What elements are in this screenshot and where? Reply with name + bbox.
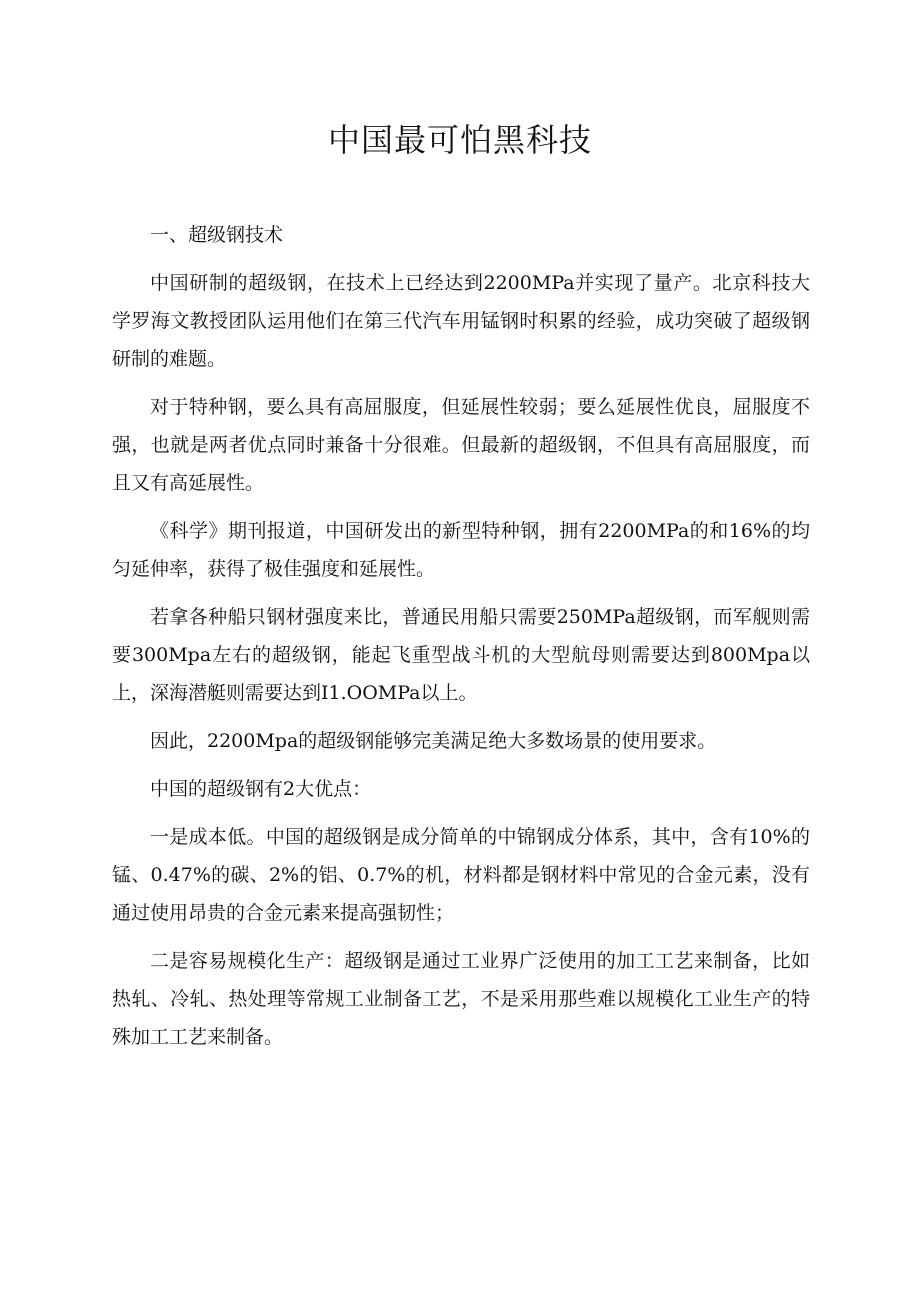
document-body: [112, 216, 810, 1056]
paragraph: 若拿各种船只钢材强度来比，普通民用船只需要250MPa超级钢，而军舰则需要300Mpa左右的超级钢，能起飞重型战斗机的大型航母则需要达到800Mpa以上，深海潜艇则需要达到I1.OOMPa以上。: [112, 606, 810, 704]
paragraph: 中国的超级钢有2大优点：: [150, 778, 372, 800]
paragraph: 中国研制的超级钢，在技术上已经达到2200MPa并实现了量产。北京科技大学罗海文教授团队运用他们在第三代汽车用锰钢时积累的经验，成功突破了超级钢研制的难题。: [112, 272, 810, 370]
paragraph: 二是容易规模化生产：超级钢是通过工业界广泛使用的加工工艺来制备，比如热轧、冷轧、热处理等常规工业制备工艺，不是采用那些难以规模化工业生产的特殊加工工艺来制备。: [112, 950, 810, 1048]
paragraph: 对于特种钢，要么具有高屈服度，但延展性较弱；要么延展性优良，屈服度不强，也就是两者优点同时兼备十分很难。但最新的超级钢，不但具有高屈服度，而且又有高延展性。: [112, 396, 810, 494]
page-title: 中国最可怕黑科技: [327, 121, 592, 159]
paragraph: 一是成本低。中国的超级钢是成分简单的中锦钢成分体系，其中，含有10%的锰、0.47%的碳、2%的铝、0.7%的机，材料都是钢材料中常见的合金元素，没有通过使用昂贵的合金元素来提高强韧性；: [112, 826, 810, 924]
paragraph: 因此，2200Mpa的超级钢能够完美满足绝大多数场景的使用要求。: [150, 730, 717, 752]
paragraph: 《科学》期刊报道，中国研发出的新型特种钢，拥有2200MPa的和16%的均匀延伸率，获得了极佳强度和延展性。: [112, 520, 810, 580]
section-heading: 一、超级钢技术: [150, 224, 284, 246]
